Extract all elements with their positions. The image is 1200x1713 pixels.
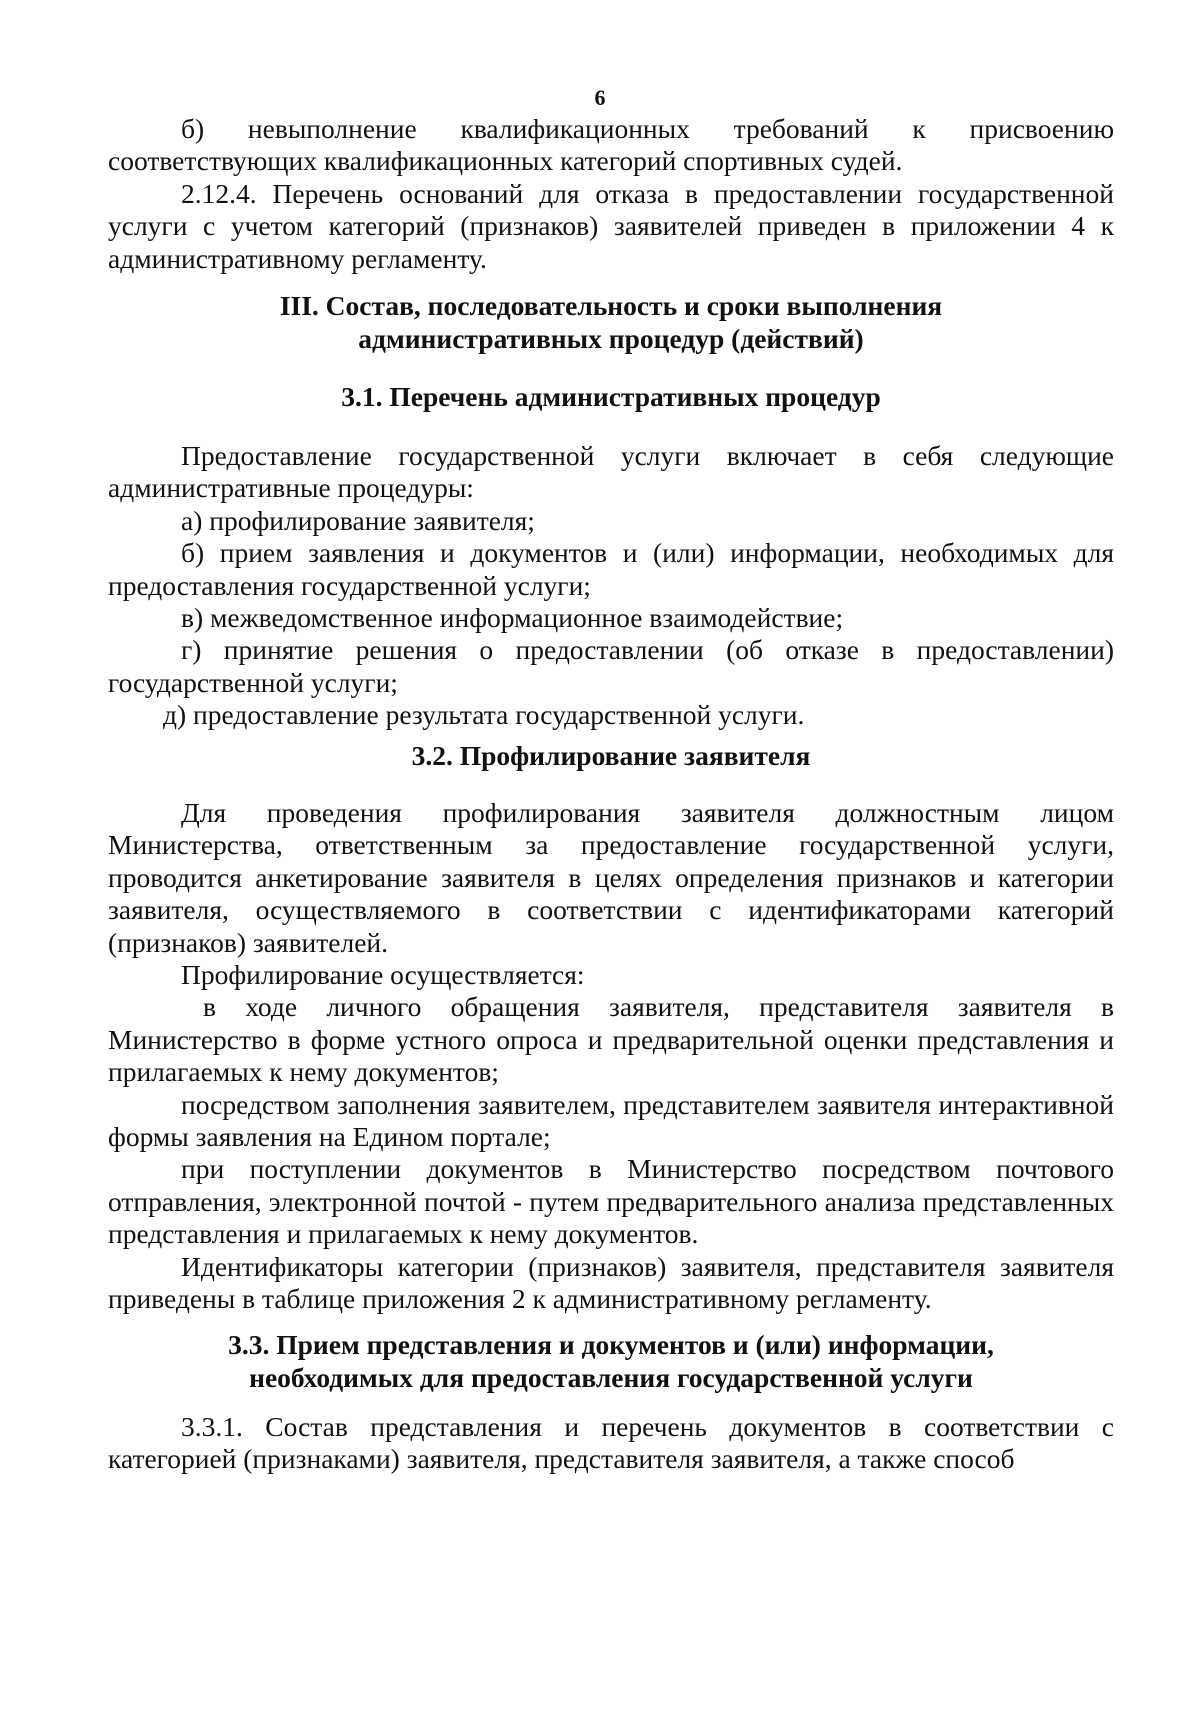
paragraph: б) невыполнение квалификационных требований к присвоению соответствующих квалификационных категорий спортивных судей. [108, 113, 1114, 177]
paragraph: Для проведения профилирования заявителя должностным лицом Министерства, ответственным за предоставление государственной услуги, проводится анкетирование заявителя в целях определения признаков и категории заявителя, осуществляемого в соответствии с идентификаторами категорий (признаков) заявителей. [108, 797, 1114, 958]
top-text-block [108, 113, 1114, 275]
section-3-title [108, 289, 1114, 355]
paragraph: 3.3.1. Состав представления и перечень документов в соответствии с категорией (признаками) заявителя, представителя заявителя, а также способ [108, 1411, 1114, 1475]
paragraph: Идентификаторы категории (признаков) заявителя, представителя заявителя приведены в таблице приложения 2 к административному регламенту. [108, 1250, 1114, 1315]
page-number: 6 [594, 85, 606, 110]
section-3-3-title [108, 1328, 1114, 1394]
paragraph: в ходе личного обращения заявителя, представителя заявителя в Министерство в форме устного опроса и предварительной оценки представления и прилагаемых к нему документов; [108, 991, 1114, 1088]
section-3-2-title: 3.2. Профилирование заявителя [411, 740, 811, 771]
list-item: г) принятие решения о предоставлении (об отказе в предоставлении) государственной услуги; [108, 634, 1114, 698]
paragraph: 2.12.4. Перечень оснований для отказа в предоставлении государственной услуги с учетом категорий (признаков) заявителей приведен в приложении 4 к административному регламенту. [108, 177, 1114, 274]
section-3-3-title-line: необходимых для предоставления государственной услуги [249, 1362, 973, 1393]
paragraph: Профилирование осуществляется: [181, 959, 585, 991]
paragraph: при поступлении документов в Министерство посредством почтового отправления, электронной почтой - путем предварительного анализа представленных представления и прилагаемых к нему документов. [108, 1153, 1114, 1250]
section-3-3-title-line: 3.3. Прием представления и документов и (или) информации, [228, 1329, 994, 1360]
paragraph: посредством заполнения заявителем, представителем заявителя интерактивной формы заявления на Едином портале; [108, 1088, 1114, 1153]
section-3-2-text [108, 797, 1114, 1316]
paragraph: Предоставление государственной услуги включает в себя следующие административные процедуры: [108, 440, 1114, 504]
section-3-title-line: III. Состав, последовательность и сроки выполнения [279, 290, 943, 321]
section-3-1-text [108, 440, 1114, 732]
section-3-1-title: 3.1. Перечень административных процедур [341, 381, 881, 412]
section-3-title-line: административных процедур (действий) [358, 323, 864, 354]
list-item: д) предоставление результата государственной услуги. [163, 699, 805, 731]
list-item: а) профилирование заявителя; [181, 504, 535, 536]
section-3-3-text [108, 1411, 1114, 1476]
list-item: б) прием заявления и документов и (или) информации, необходимых для предоставления государственной услуги; [108, 537, 1114, 601]
list-item: в) межведомственное информационное взаимодействие; [181, 602, 844, 634]
